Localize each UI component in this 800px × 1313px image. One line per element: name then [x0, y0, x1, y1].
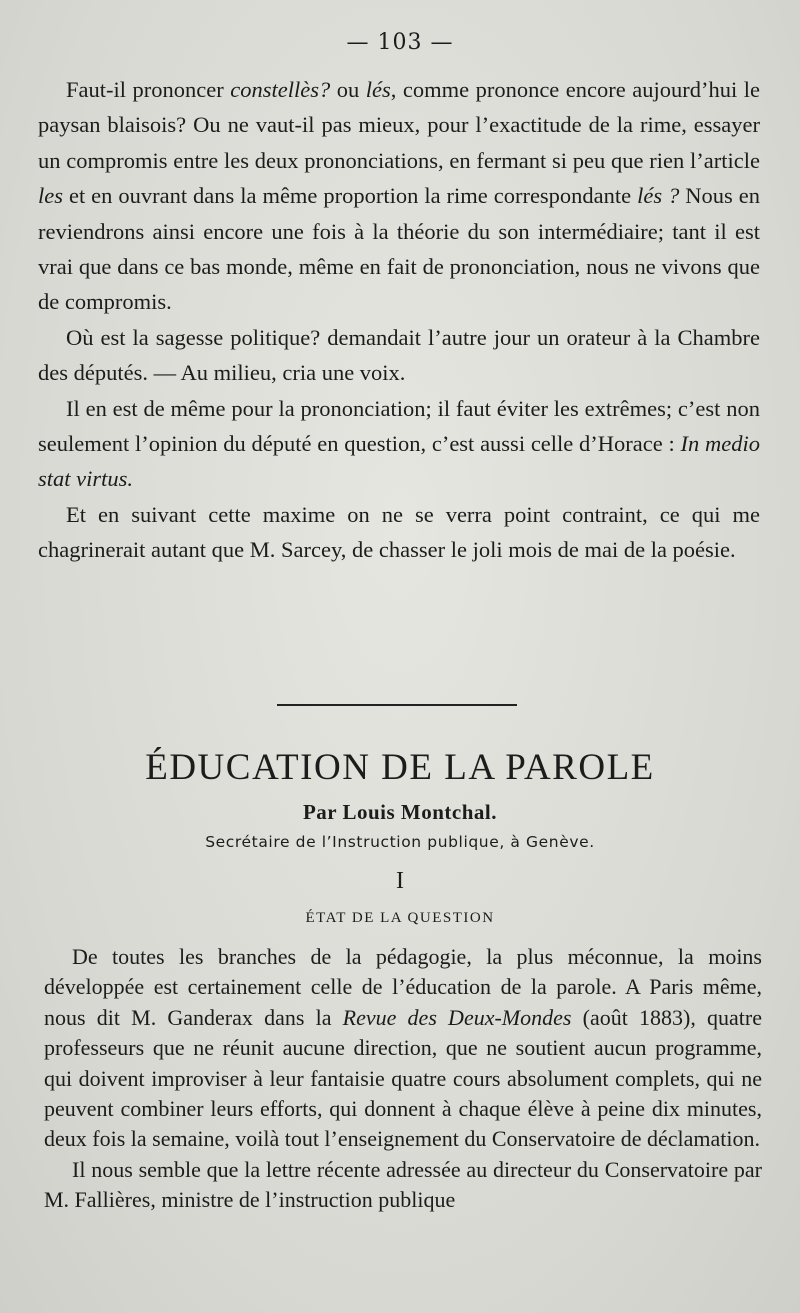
italic-run: lés ?	[637, 183, 680, 209]
top-text-block	[38, 72, 760, 568]
italic-run: In medio stat virtus.	[38, 431, 760, 492]
text-run: Faut-il prononcer	[66, 77, 231, 102]
author-affiliation: Secrétaire de l’Instruction publique, à Genève.	[205, 833, 595, 851]
text-run: De toutes les branches de la pédagogie, la plus méconnue, la moins développée est certainement celle de l’éducation de la parole. A Paris même, nous dit M. Ganderax dans la	[44, 944, 762, 1030]
article-byline: Par Louis Montchal.	[302, 800, 498, 824]
article-title: ÉDUCATION DE LA PAROLE	[145, 747, 655, 788]
section-title: ÉTAT DE LA QUESTION	[305, 910, 495, 926]
italic-run: lés	[365, 77, 391, 102]
italic-run: Revue des Deux-Mondes	[342, 1004, 572, 1030]
text-run: Il en est de même pour la prononciation; il faut éviter les extrêmes; c’est non seulement l’opinion du député en question, c’est aussi celle d’Horace :	[38, 395, 760, 457]
italic-run: constellès?	[230, 77, 331, 102]
page-number: — 103 —	[346, 30, 454, 55]
text-run: , comme prononce encore aujourd’hui le paysan blaisois? Ou ne vaut-il pas mieux, pour l’exactitude de la rime, essayer un compromis entre les deux prononciations, en fermant si peu que rien l’article	[38, 77, 760, 173]
paragraph-sagesse: Où est la sagesse politique? demandait l’autre jour un orateur à la Chambre des députés. — Au milieu, cria une voix.	[38, 324, 760, 386]
italic-run: les	[38, 183, 63, 209]
text-run: ou	[330, 77, 366, 102]
article-body	[44, 942, 762, 1216]
text-run: (août 1883), quatre professeurs que ne réunit aucune direction, que ne soutient aucun programme, qui doivent improviser à leur fantaisie quatre cours absolument complets, qui ne peuvent combiner leurs efforts, qui donnent à chaque élève à peine dix minutes, deux fois la semaine, voilà tout l’enseignement du Conservatoire de déclamation.	[44, 1004, 762, 1152]
paragraph-maxime: Et en suivant cette maxime on ne se verra point contraint, ce qui me chagrinerait autant que M. Sarcey, de chasser le joli mois de mai de la poésie.	[38, 501, 760, 563]
section-numeral: I	[396, 868, 404, 894]
text-run: et en ouvrant dans la même proportion la rime correspondante	[63, 183, 638, 209]
text-run: Nous en reviendrons ainsi encore une fois à la théorie du son intermédiaire; tant il est vrai que dans ce bas monde, même en fait de prononciation, nous ne vivons que de compromis.	[38, 183, 761, 315]
paragraph-fallieres: Il nous semble que la lettre récente adressée au directeur du Conservatoire par M. Fallières, ministre de l’instruction publique	[44, 1156, 762, 1213]
paragraph-pedagogie	[44, 942, 762, 1155]
paragraph-rime	[38, 72, 760, 320]
paragraph-horace	[38, 391, 760, 497]
section-divider	[277, 704, 517, 706]
